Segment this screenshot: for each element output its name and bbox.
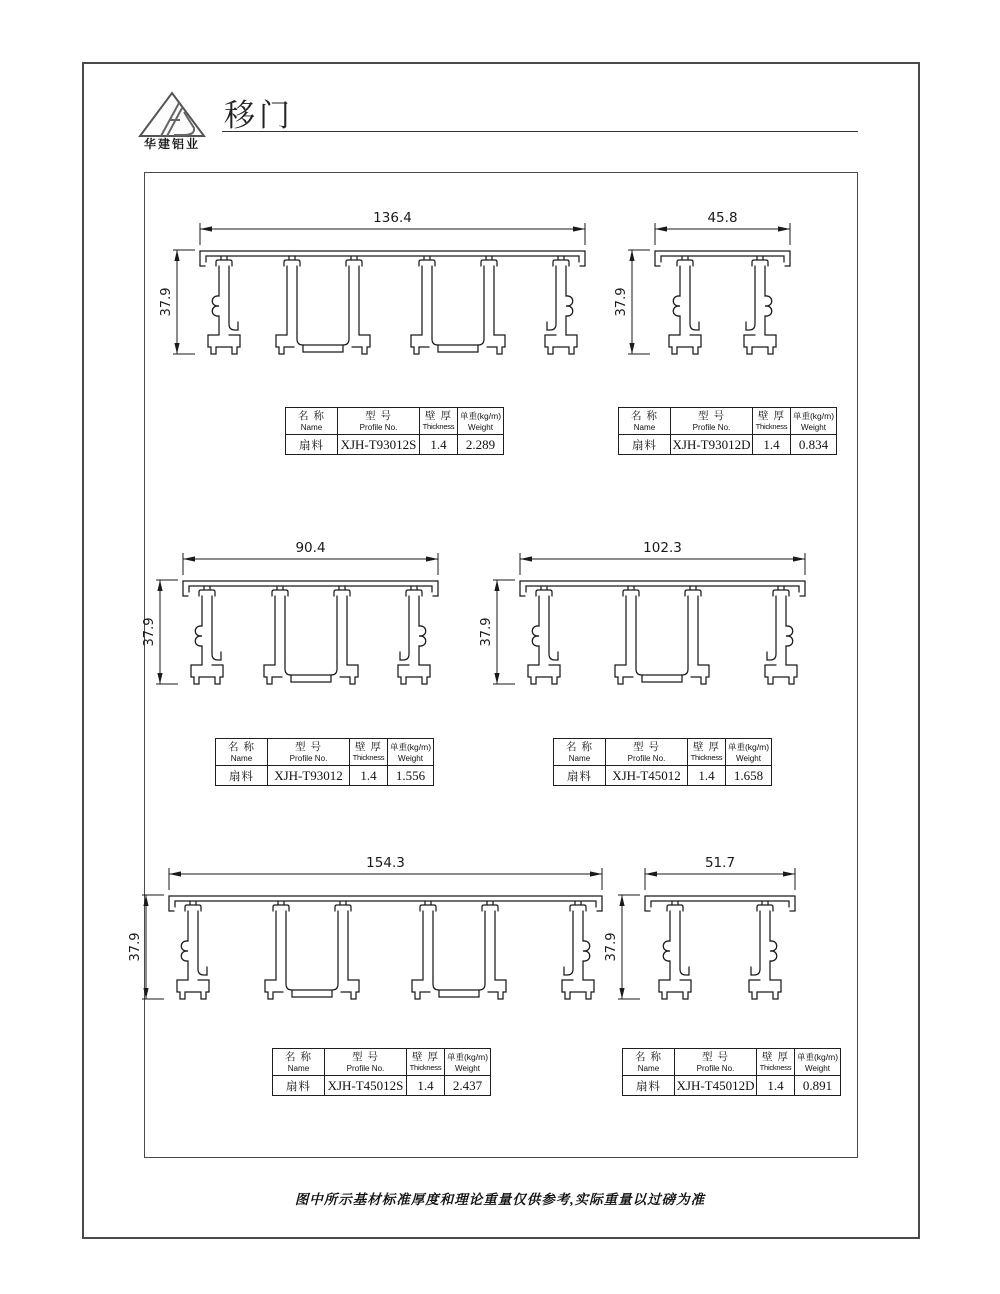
profile-thickness-value: 1.4 (688, 766, 726, 786)
profile-model-value: XJH-T93012S (338, 435, 420, 455)
col-weight-cn: 单重(kg/m) (727, 742, 770, 752)
profile-thickness-value: 1.4 (420, 435, 458, 455)
col-model-cn: 型 号 (365, 410, 392, 422)
col-thickness-cn: 壁 厚 (758, 410, 785, 422)
dimension-arrow-icon (619, 988, 624, 999)
col-name-cn: 名 称 (566, 741, 593, 753)
footer-note: 图中所示基材标准厚度和理论重量仅供参考,实际重量以过磅为准 (294, 1192, 706, 1207)
col-name-en: Name (300, 422, 323, 432)
profile-weight-value: 0.834 (791, 435, 837, 455)
spec-table-1 (285, 407, 504, 455)
profile-model-value: XJH-T45012D (675, 1076, 757, 1096)
profile-thickness-value: 1.4 (757, 1076, 795, 1096)
col-thickness-en: Thickness (409, 1063, 442, 1072)
col-name-en: Name (633, 422, 656, 432)
profile-model-value: XJH-T45012S (325, 1076, 407, 1096)
profile-weight-value: 0.891 (795, 1076, 841, 1096)
profile-thickness-value: 1.4 (350, 766, 388, 786)
company-logo-icon (136, 90, 208, 138)
profile-cross-section-drawing (610, 205, 802, 373)
col-thickness-en: Thickness (352, 753, 385, 762)
col-model-en: Profile No. (696, 1063, 735, 1073)
spec-table-4 (553, 738, 772, 786)
width-dimension-label: 136.4 (373, 210, 412, 226)
profile-thickness-value: 1.4 (407, 1076, 445, 1096)
width-dimension-label: 90.4 (295, 540, 326, 556)
height-dimension-label: 37.9 (479, 617, 494, 647)
col-thickness-en: Thickness (759, 1063, 792, 1072)
col-thickness-cn: 壁 厚 (355, 741, 382, 753)
profile-weight-value: 2.289 (458, 435, 504, 455)
height-dimension-label: 37.9 (159, 287, 174, 317)
col-thickness-cn: 壁 厚 (425, 410, 452, 422)
col-model-cn: 型 号 (352, 1051, 379, 1063)
profile-figure-5 (124, 850, 614, 1018)
height-dimension-label: 37.9 (142, 617, 157, 647)
dimension-arrow-icon (619, 895, 624, 906)
profile-cross-section-drawing (155, 205, 597, 373)
height-dimension-label: 37.9 (604, 932, 619, 962)
col-weight-en: Weight (801, 422, 826, 432)
col-name-cn: 名 称 (285, 1051, 312, 1063)
dimension-arrow-icon (655, 226, 667, 231)
dimension-arrow-icon (629, 250, 634, 261)
dimension-arrow-icon (778, 226, 790, 231)
col-thickness-en: Thickness (690, 753, 723, 762)
col-weight-cn: 单重(kg/m) (459, 411, 502, 421)
spec-table-2 (618, 407, 837, 455)
col-model-cn: 型 号 (295, 741, 322, 753)
col-weight-cn: 单重(kg/m) (792, 411, 835, 421)
col-name-en: Name (568, 753, 591, 763)
col-name-en: Name (637, 1063, 660, 1073)
spec-table-5 (272, 1048, 491, 1096)
col-weight-en: Weight (398, 753, 423, 763)
spec-table-3 (215, 738, 434, 786)
dimension-arrow-icon (143, 895, 148, 906)
company-name: 华建铝业 (143, 137, 200, 151)
col-model-cn: 型 号 (698, 410, 725, 422)
profile-name-value: 扇料 (554, 766, 606, 786)
profile-name-value: 扇料 (216, 766, 268, 786)
profile-model-value: XJH-T93012 (268, 766, 350, 786)
profile-name-value: 扇料 (286, 435, 338, 455)
col-model-en: Profile No. (627, 753, 666, 763)
page-title: 移门 (224, 98, 294, 133)
col-weight-en: Weight (736, 753, 761, 763)
profile-figure-2 (610, 205, 802, 373)
profile-weight-value: 2.437 (445, 1076, 491, 1096)
col-name-en: Name (287, 1063, 310, 1073)
dimension-arrow-icon (645, 871, 657, 876)
dimension-arrow-icon (157, 673, 162, 684)
dimension-arrow-icon (426, 556, 438, 561)
col-model-cn: 型 号 (633, 741, 660, 753)
col-thickness-cn: 壁 厚 (693, 741, 720, 753)
profile-cross-section-drawing (600, 850, 807, 1018)
col-model-en: Profile No. (692, 422, 731, 432)
col-thickness-cn: 壁 厚 (762, 1051, 789, 1063)
profile-cross-section-drawing (138, 535, 450, 703)
col-weight-en: Weight (805, 1063, 830, 1073)
profile-figure-6 (600, 850, 807, 1018)
col-name-cn: 名 称 (298, 410, 325, 422)
width-dimension-label: 102.3 (643, 540, 682, 556)
profile-model-value: XJH-T93012D (671, 435, 753, 455)
profile-figure-1 (155, 205, 597, 373)
profile-model-value: XJH-T45012 (606, 766, 688, 786)
dimension-arrow-icon (183, 556, 195, 561)
col-name-cn: 名 称 (228, 741, 255, 753)
profile-weight-value: 1.658 (726, 766, 772, 786)
col-weight-en: Weight (455, 1063, 480, 1073)
width-dimension-label: 154.3 (366, 855, 405, 871)
col-model-en: Profile No. (359, 422, 398, 432)
col-thickness-en: Thickness (422, 422, 455, 431)
col-name-en: Name (230, 753, 253, 763)
dimension-arrow-icon (629, 343, 634, 354)
dimension-arrow-icon (174, 250, 179, 261)
dimension-arrow-icon (573, 226, 585, 231)
dimension-arrow-icon (200, 226, 212, 231)
col-weight-cn: 单重(kg/m) (796, 1052, 839, 1062)
dimension-arrow-icon (783, 871, 795, 876)
height-dimension-label: 37.9 (128, 932, 143, 962)
col-name-cn: 名 称 (631, 410, 658, 422)
col-weight-cn: 单重(kg/m) (446, 1052, 489, 1062)
profile-name-value: 扇料 (623, 1076, 675, 1096)
width-dimension-label: 51.7 (704, 855, 736, 871)
profile-figure-4 (475, 535, 817, 703)
dimension-arrow-icon (520, 556, 532, 561)
dimension-arrow-icon (143, 988, 148, 999)
dimension-arrow-icon (174, 343, 179, 354)
col-model-en: Profile No. (289, 753, 328, 763)
col-model-cn: 型 号 (702, 1051, 729, 1063)
dimension-arrow-icon (494, 580, 499, 591)
profile-weight-value: 1.556 (388, 766, 434, 786)
col-model-en: Profile No. (346, 1063, 385, 1073)
profile-name-value: 扇料 (273, 1076, 325, 1096)
dimension-arrow-icon (793, 556, 805, 561)
title-underline (222, 131, 858, 132)
col-weight-en: Weight (468, 422, 493, 432)
profile-cross-section-drawing (124, 850, 614, 1018)
spec-table-6 (622, 1048, 841, 1096)
dimension-arrow-icon (494, 673, 499, 684)
dimension-arrow-icon (157, 580, 162, 591)
col-name-cn: 名 称 (635, 1051, 662, 1063)
profile-name-value: 扇料 (619, 435, 671, 455)
col-thickness-cn: 壁 厚 (412, 1051, 439, 1063)
dimension-arrow-icon (169, 871, 181, 876)
profile-figure-3 (138, 535, 450, 703)
height-dimension-label: 37.9 (614, 287, 629, 317)
profile-thickness-value: 1.4 (753, 435, 791, 455)
profile-cross-section-drawing (475, 535, 817, 703)
width-dimension-label: 45.8 (707, 210, 738, 226)
col-weight-cn: 单重(kg/m) (389, 742, 432, 752)
col-thickness-en: Thickness (755, 422, 788, 431)
